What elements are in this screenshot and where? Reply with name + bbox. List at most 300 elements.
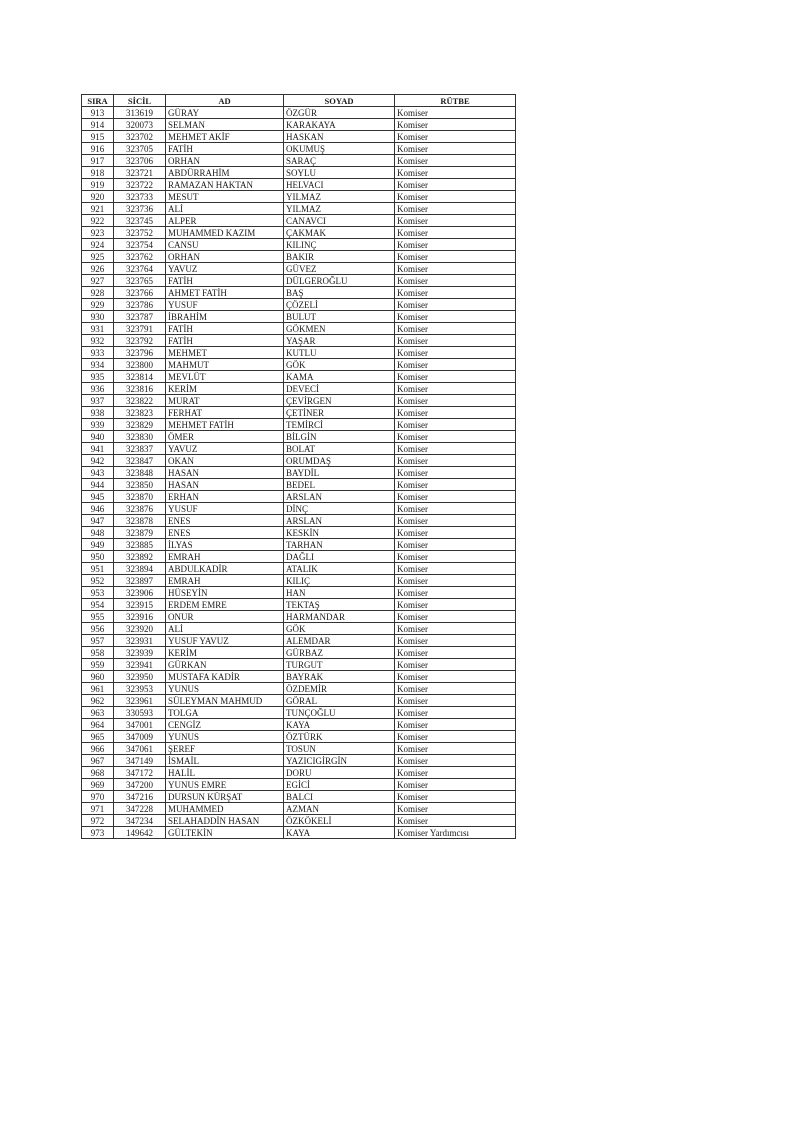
cell-ad: ERHAN	[166, 491, 284, 503]
cell-ad: YUNUS EMRE	[166, 779, 284, 791]
cell-sicil: 323787	[114, 311, 166, 323]
cell-ad: ABDULKADİR	[166, 563, 284, 575]
cell-rutbe: Komiser	[395, 251, 516, 263]
table-row	[82, 695, 516, 707]
cell-ad: ERDEM EMRE	[166, 599, 284, 611]
cell-soyad: ATALIK	[284, 563, 395, 575]
cell-soyad: TUNÇOĞLU	[284, 707, 395, 719]
cell-sira: 927	[82, 275, 114, 287]
cell-ad: OKAN	[166, 455, 284, 467]
cell-sira: 973	[82, 827, 114, 839]
cell-sira: 943	[82, 467, 114, 479]
cell-rutbe: Komiser	[395, 167, 516, 179]
cell-sicil: 323897	[114, 575, 166, 587]
table-row	[82, 311, 516, 323]
cell-soyad: TARHAN	[284, 539, 395, 551]
cell-ad: YUSUF	[166, 503, 284, 515]
table-row	[82, 707, 516, 719]
cell-rutbe: Komiser	[395, 503, 516, 515]
cell-soyad: KAMA	[284, 371, 395, 383]
table-row	[82, 143, 516, 155]
cell-sicil: 347216	[114, 791, 166, 803]
cell-sira: 944	[82, 479, 114, 491]
cell-sicil: 347200	[114, 779, 166, 791]
cell-rutbe: Komiser	[395, 383, 516, 395]
cell-sira: 949	[82, 539, 114, 551]
cell-rutbe: Komiser	[395, 143, 516, 155]
cell-sira: 934	[82, 359, 114, 371]
cell-rutbe: Komiser	[395, 431, 516, 443]
cell-sira: 931	[82, 323, 114, 335]
cell-sira: 967	[82, 755, 114, 767]
cell-sira: 958	[82, 647, 114, 659]
cell-rutbe: Komiser	[395, 215, 516, 227]
cell-rutbe: Komiser	[395, 287, 516, 299]
cell-soyad: DORU	[284, 767, 395, 779]
cell-sira: 964	[82, 719, 114, 731]
cell-rutbe: Komiser	[395, 815, 516, 827]
cell-ad: ÖMER	[166, 431, 284, 443]
table-row	[82, 827, 516, 839]
cell-sicil: 323870	[114, 491, 166, 503]
cell-rutbe: Komiser	[395, 683, 516, 695]
cell-sicil: 323847	[114, 455, 166, 467]
cell-sira: 959	[82, 659, 114, 671]
cell-sira: 968	[82, 767, 114, 779]
cell-rutbe: Komiser	[395, 419, 516, 431]
cell-ad: MUHAMMED KAZIM	[166, 227, 284, 239]
cell-sicil: 323766	[114, 287, 166, 299]
cell-sicil: 323941	[114, 659, 166, 671]
cell-sicil: 323931	[114, 635, 166, 647]
cell-soyad: BULUT	[284, 311, 395, 323]
cell-ad: ALİ	[166, 203, 284, 215]
table-row	[82, 803, 516, 815]
cell-sicil: 323915	[114, 599, 166, 611]
cell-rutbe: Komiser	[395, 551, 516, 563]
table-row	[82, 623, 516, 635]
cell-sicil: 323894	[114, 563, 166, 575]
cell-sicil: 323792	[114, 335, 166, 347]
cell-sicil: 323786	[114, 299, 166, 311]
cell-soyad: GÖK	[284, 623, 395, 635]
cell-rutbe: Komiser	[395, 575, 516, 587]
cell-sicil: 347228	[114, 803, 166, 815]
cell-rutbe: Komiser	[395, 479, 516, 491]
cell-ad: ALİ	[166, 623, 284, 635]
table-row	[82, 131, 516, 143]
cell-soyad: ÇÖZELİ	[284, 299, 395, 311]
cell-ad: FATİH	[166, 275, 284, 287]
cell-soyad: AZMAN	[284, 803, 395, 815]
cell-sira: 960	[82, 671, 114, 683]
cell-sira: 925	[82, 251, 114, 263]
cell-sira: 969	[82, 779, 114, 791]
cell-rutbe: Komiser	[395, 323, 516, 335]
table-row	[82, 539, 516, 551]
cell-sicil: 323814	[114, 371, 166, 383]
cell-sira: 919	[82, 179, 114, 191]
cell-ad: EMRAH	[166, 575, 284, 587]
header-sicil: SİCİL	[114, 95, 166, 107]
cell-ad: AHMET FATİH	[166, 287, 284, 299]
cell-soyad: KARAKAYA	[284, 119, 395, 131]
table-row	[82, 755, 516, 767]
table-row	[82, 563, 516, 575]
cell-sira: 923	[82, 227, 114, 239]
personnel-table	[81, 94, 516, 839]
table-row	[82, 263, 516, 275]
table-row	[82, 479, 516, 491]
cell-ad: DURSUN KÜRŞAT	[166, 791, 284, 803]
cell-sira: 953	[82, 587, 114, 599]
cell-sira: 916	[82, 143, 114, 155]
cell-rutbe: Komiser	[395, 611, 516, 623]
cell-ad: MURAT	[166, 395, 284, 407]
table-row	[82, 515, 516, 527]
cell-soyad: BAKIR	[284, 251, 395, 263]
cell-sicil: 347009	[114, 731, 166, 743]
cell-soyad: DÜLGEROĞLU	[284, 275, 395, 287]
cell-sicil: 323722	[114, 179, 166, 191]
cell-rutbe: Komiser	[395, 455, 516, 467]
cell-rutbe: Komiser	[395, 599, 516, 611]
table-row	[82, 731, 516, 743]
cell-ad: CENGİZ	[166, 719, 284, 731]
cell-soyad: BAYDİL	[284, 467, 395, 479]
cell-ad: YUNUS	[166, 731, 284, 743]
table-row	[82, 275, 516, 287]
table-row	[82, 167, 516, 179]
cell-sicil: 323721	[114, 167, 166, 179]
cell-soyad: CANAVCI	[284, 215, 395, 227]
cell-rutbe: Komiser	[395, 191, 516, 203]
cell-ad: SÜLEYMAN MAHMUD	[166, 695, 284, 707]
cell-ad: HASAN	[166, 467, 284, 479]
cell-sicil: 323823	[114, 407, 166, 419]
cell-ad: ONUR	[166, 611, 284, 623]
table-row	[82, 287, 516, 299]
cell-soyad: BOLAT	[284, 443, 395, 455]
cell-rutbe: Komiser	[395, 491, 516, 503]
cell-sira: 946	[82, 503, 114, 515]
table-row	[82, 743, 516, 755]
cell-sicil: 323796	[114, 347, 166, 359]
cell-sicil: 323830	[114, 431, 166, 443]
cell-sicil: 323892	[114, 551, 166, 563]
table-row	[82, 323, 516, 335]
cell-sicil: 323736	[114, 203, 166, 215]
cell-sicil: 149642	[114, 827, 166, 839]
table-row	[82, 659, 516, 671]
cell-rutbe: Komiser	[395, 203, 516, 215]
cell-rutbe: Komiser	[395, 335, 516, 347]
cell-ad: ALPER	[166, 215, 284, 227]
table-row	[82, 767, 516, 779]
cell-sicil: 313619	[114, 107, 166, 119]
table-row	[82, 443, 516, 455]
cell-rutbe: Komiser	[395, 131, 516, 143]
table-row	[82, 455, 516, 467]
table-row	[82, 671, 516, 683]
cell-soyad: ORUMDAŞ	[284, 455, 395, 467]
cell-sira: 933	[82, 347, 114, 359]
cell-soyad: GÖK	[284, 359, 395, 371]
table-row	[82, 179, 516, 191]
cell-ad: KERİM	[166, 647, 284, 659]
cell-sicil: 323879	[114, 527, 166, 539]
cell-sicil: 323906	[114, 587, 166, 599]
cell-soyad: DAĞLI	[284, 551, 395, 563]
cell-ad: GÜLTEKİN	[166, 827, 284, 839]
cell-soyad: ÖZKÖKELİ	[284, 815, 395, 827]
cell-sicil: 323961	[114, 695, 166, 707]
cell-sicil: 323800	[114, 359, 166, 371]
cell-rutbe: Komiser	[395, 407, 516, 419]
cell-rutbe: Komiser	[395, 155, 516, 167]
cell-rutbe: Komiser	[395, 359, 516, 371]
table-row	[82, 203, 516, 215]
cell-ad: İSMAİL	[166, 755, 284, 767]
cell-sira: 924	[82, 239, 114, 251]
table-row	[82, 611, 516, 623]
table-row	[82, 155, 516, 167]
table-row	[82, 551, 516, 563]
cell-soyad: EGİCİ	[284, 779, 395, 791]
cell-sira: 937	[82, 395, 114, 407]
cell-sicil: 323878	[114, 515, 166, 527]
table-row	[82, 347, 516, 359]
cell-sira: 930	[82, 311, 114, 323]
cell-soyad: OKUMUŞ	[284, 143, 395, 155]
cell-rutbe: Komiser	[395, 515, 516, 527]
cell-soyad: KUTLU	[284, 347, 395, 359]
cell-sicil: 320073	[114, 119, 166, 131]
cell-sira: 971	[82, 803, 114, 815]
cell-sicil: 347061	[114, 743, 166, 755]
cell-sicil: 323950	[114, 671, 166, 683]
cell-ad: YUSUF	[166, 299, 284, 311]
table-row	[82, 119, 516, 131]
cell-rutbe: Komiser	[395, 695, 516, 707]
cell-rutbe: Komiser	[395, 347, 516, 359]
table-row	[82, 107, 516, 119]
cell-sira: 956	[82, 623, 114, 635]
cell-soyad: ALEMDAR	[284, 635, 395, 647]
cell-ad: ENES	[166, 515, 284, 527]
cell-sira: 940	[82, 431, 114, 443]
table-row	[82, 299, 516, 311]
cell-sicil: 323916	[114, 611, 166, 623]
cell-rutbe: Komiser	[395, 659, 516, 671]
cell-rutbe: Komiser	[395, 263, 516, 275]
cell-rutbe: Komiser	[395, 275, 516, 287]
table-row	[82, 359, 516, 371]
cell-ad: ŞEREF	[166, 743, 284, 755]
cell-sira: 915	[82, 131, 114, 143]
table-row	[82, 527, 516, 539]
table-row	[82, 251, 516, 263]
cell-ad: MUHAMMED	[166, 803, 284, 815]
cell-rutbe: Komiser	[395, 743, 516, 755]
cell-sicil: 323762	[114, 251, 166, 263]
cell-ad: YUSUF YAVUZ	[166, 635, 284, 647]
cell-sicil: 323822	[114, 395, 166, 407]
cell-soyad: ARSLAN	[284, 515, 395, 527]
cell-rutbe: Komiser	[395, 707, 516, 719]
cell-ad: İLYAS	[166, 539, 284, 551]
cell-soyad: DİNÇ	[284, 503, 395, 515]
cell-sira: 941	[82, 443, 114, 455]
cell-soyad: TURGUT	[284, 659, 395, 671]
cell-ad: TOLGA	[166, 707, 284, 719]
cell-soyad: KAYA	[284, 719, 395, 731]
cell-sicil: 347149	[114, 755, 166, 767]
cell-rutbe: Komiser	[395, 119, 516, 131]
cell-soyad: SOYLU	[284, 167, 395, 179]
cell-sira: 913	[82, 107, 114, 119]
cell-sira: 929	[82, 299, 114, 311]
cell-ad: YUNUS	[166, 683, 284, 695]
cell-soyad: GÜVEZ	[284, 263, 395, 275]
cell-soyad: ÖZGÜR	[284, 107, 395, 119]
cell-ad: CANSU	[166, 239, 284, 251]
cell-sira: 928	[82, 287, 114, 299]
cell-rutbe: Komiser	[395, 239, 516, 251]
cell-ad: GÜRKAN	[166, 659, 284, 671]
cell-sira: 948	[82, 527, 114, 539]
cell-soyad: HELVACI	[284, 179, 395, 191]
cell-sicil: 323920	[114, 623, 166, 635]
cell-sira: 951	[82, 563, 114, 575]
cell-rutbe: Komiser	[395, 539, 516, 551]
cell-sira: 935	[82, 371, 114, 383]
cell-soyad: ÇEVİRGEN	[284, 395, 395, 407]
cell-sira: 954	[82, 599, 114, 611]
cell-sira: 947	[82, 515, 114, 527]
table-row	[82, 431, 516, 443]
cell-ad: RAMAZAN HAKTAN	[166, 179, 284, 191]
cell-soyad: HARMANDAR	[284, 611, 395, 623]
cell-sira: 917	[82, 155, 114, 167]
cell-ad: FATİH	[166, 323, 284, 335]
cell-rutbe: Komiser	[395, 467, 516, 479]
cell-rutbe: Komiser	[395, 731, 516, 743]
cell-soyad: BİLGİN	[284, 431, 395, 443]
cell-sicil: 323939	[114, 647, 166, 659]
cell-soyad: ARSLAN	[284, 491, 395, 503]
cell-ad: HASAN	[166, 479, 284, 491]
cell-sicil: 347172	[114, 767, 166, 779]
cell-ad: GÜRAY	[166, 107, 284, 119]
cell-soyad: YAZICIGİRGİN	[284, 755, 395, 767]
cell-sicil: 323837	[114, 443, 166, 455]
cell-ad: MESUT	[166, 191, 284, 203]
cell-rutbe: Komiser	[395, 587, 516, 599]
cell-ad: MEHMET	[166, 347, 284, 359]
cell-soyad: ÖZDEMİR	[284, 683, 395, 695]
cell-soyad: TEMİRCİ	[284, 419, 395, 431]
table-row	[82, 635, 516, 647]
table-row	[82, 575, 516, 587]
cell-sira: 945	[82, 491, 114, 503]
cell-rutbe: Komiser	[395, 719, 516, 731]
table-row	[82, 371, 516, 383]
header-ad: AD	[166, 95, 284, 107]
table-row	[82, 599, 516, 611]
table-row	[82, 407, 516, 419]
cell-sicil: 323885	[114, 539, 166, 551]
table-row	[82, 419, 516, 431]
cell-ad: MAHMUT	[166, 359, 284, 371]
cell-sira: 920	[82, 191, 114, 203]
cell-soyad: KILIÇ	[284, 575, 395, 587]
cell-soyad: BEDEL	[284, 479, 395, 491]
table-row	[82, 395, 516, 407]
cell-soyad: TEKTAŞ	[284, 599, 395, 611]
header-rutbe: RÜTBE	[395, 95, 516, 107]
header-soyad: SOYAD	[284, 95, 395, 107]
cell-sicil: 347001	[114, 719, 166, 731]
cell-rutbe: Komiser	[395, 443, 516, 455]
cell-sira: 936	[82, 383, 114, 395]
cell-ad: FATİH	[166, 143, 284, 155]
cell-soyad: KILINÇ	[284, 239, 395, 251]
cell-ad: EMRAH	[166, 551, 284, 563]
cell-sira: 963	[82, 707, 114, 719]
table-row	[82, 491, 516, 503]
cell-sicil: 323705	[114, 143, 166, 155]
cell-soyad: ÇAKMAK	[284, 227, 395, 239]
cell-sira: 938	[82, 407, 114, 419]
cell-ad: FERHAT	[166, 407, 284, 419]
cell-ad: YAVUZ	[166, 443, 284, 455]
table-row	[82, 683, 516, 695]
cell-sira: 955	[82, 611, 114, 623]
cell-sira: 966	[82, 743, 114, 755]
cell-rutbe: Komiser	[395, 107, 516, 119]
table-row	[82, 335, 516, 347]
cell-soyad: YAŞAR	[284, 335, 395, 347]
cell-soyad: ÖZTÜRK	[284, 731, 395, 743]
cell-sicil: 323791	[114, 323, 166, 335]
cell-rutbe: Komiser	[395, 311, 516, 323]
cell-rutbe: Komiser Yardımcısı	[395, 827, 516, 839]
cell-rutbe: Komiser	[395, 647, 516, 659]
table-row	[82, 503, 516, 515]
cell-sira: 965	[82, 731, 114, 743]
cell-sira: 942	[82, 455, 114, 467]
cell-sicil: 323702	[114, 131, 166, 143]
table-row	[82, 587, 516, 599]
cell-rutbe: Komiser	[395, 395, 516, 407]
cell-soyad: YILMAZ	[284, 203, 395, 215]
cell-soyad: KESKİN	[284, 527, 395, 539]
table-row	[82, 383, 516, 395]
cell-sicil: 330593	[114, 707, 166, 719]
cell-sicil: 323850	[114, 479, 166, 491]
table-row	[82, 791, 516, 803]
cell-sicil: 323829	[114, 419, 166, 431]
cell-sicil: 323953	[114, 683, 166, 695]
cell-ad: KERİM	[166, 383, 284, 395]
cell-rutbe: Komiser	[395, 755, 516, 767]
cell-rutbe: Komiser	[395, 635, 516, 647]
cell-rutbe: Komiser	[395, 371, 516, 383]
cell-sicil: 323876	[114, 503, 166, 515]
cell-sira: 961	[82, 683, 114, 695]
cell-sira: 939	[82, 419, 114, 431]
